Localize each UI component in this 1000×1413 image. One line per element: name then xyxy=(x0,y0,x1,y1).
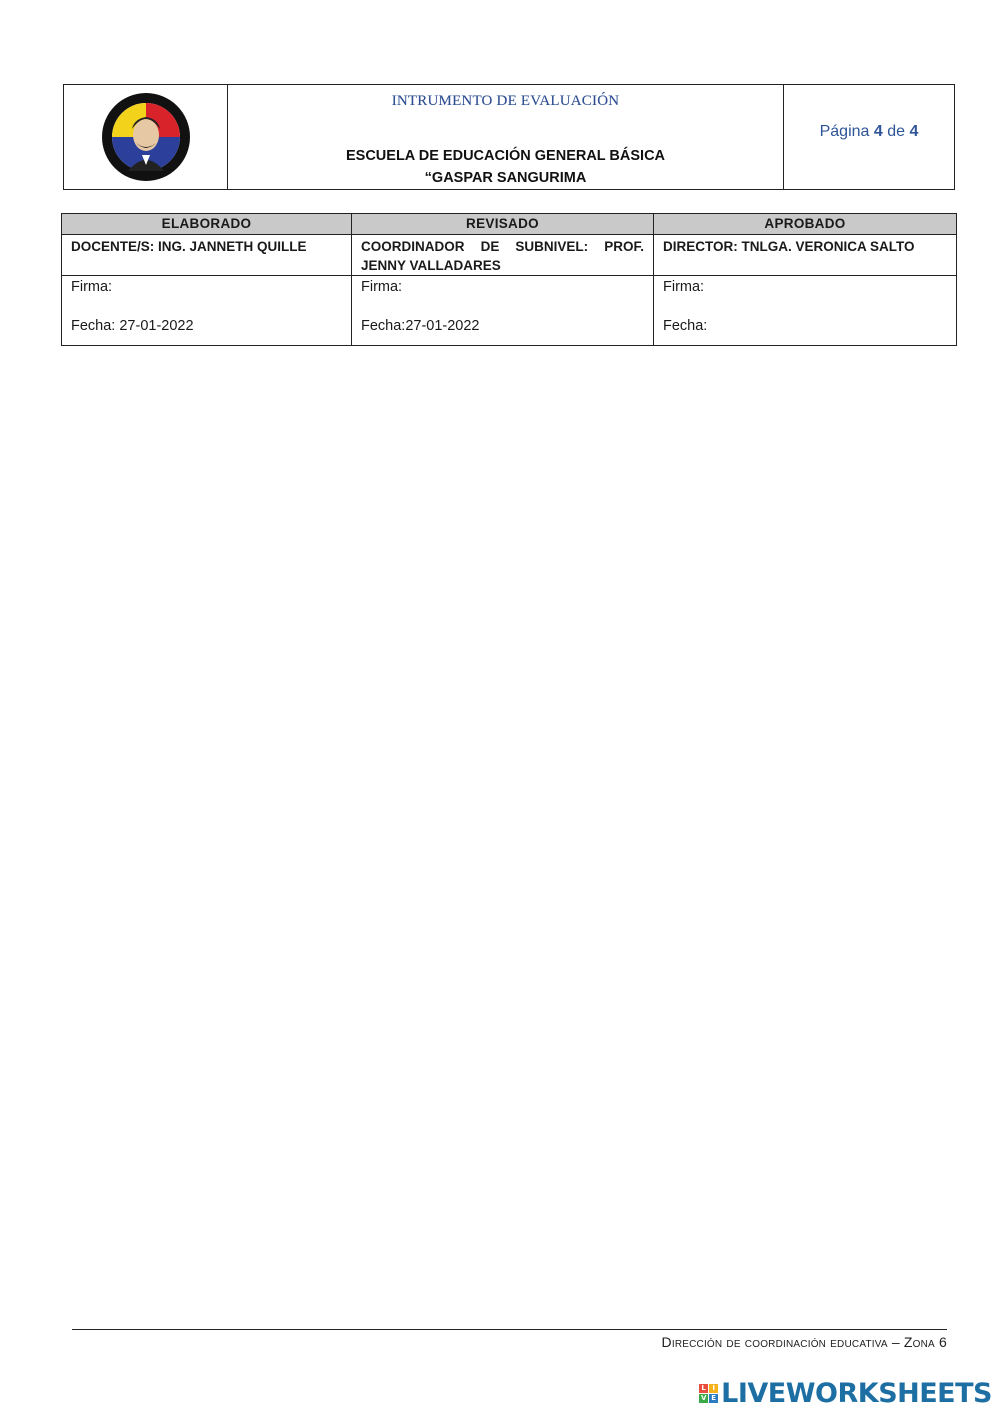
sign-cell-aprobado xyxy=(654,276,957,346)
logo-square: I xyxy=(709,1384,718,1393)
approval-sign-row xyxy=(62,276,957,346)
column-header-revisado: REVISADO xyxy=(352,214,654,235)
liveworksheets-wordmark: LIVEWORKSHEETS xyxy=(721,1378,992,1409)
column-header-elaborado: ELABORADO xyxy=(62,214,352,235)
logo-square: L xyxy=(699,1384,708,1393)
fecha-label: Fecha:27-01-2022 xyxy=(361,318,480,334)
column-header-aprobado: APROBADO xyxy=(654,214,957,235)
school-name xyxy=(228,145,783,189)
liveworksheets-logo-icon xyxy=(699,1384,718,1403)
page-of-label: de xyxy=(887,123,906,140)
approval-roles-row xyxy=(62,235,957,276)
fecha-label: Fecha: 27-01-2022 xyxy=(71,318,194,334)
logo-square: E xyxy=(709,1394,718,1403)
page-label: Página xyxy=(819,123,870,140)
document-title: INTRUMENTO DE EVALUACIÓN xyxy=(391,93,620,109)
school-logo-cell xyxy=(64,85,228,189)
logo-square: V xyxy=(700,1394,707,1402)
approval-table xyxy=(61,213,957,346)
sign-cell-elaborado xyxy=(62,276,352,346)
page-total: 4 xyxy=(909,123,919,140)
page-number-cell xyxy=(784,85,954,189)
school-name-line-2: “GASPAR SANGURIMA xyxy=(424,170,587,186)
role-docente: DOCENTE/S: ING. JANNETH QUILLE xyxy=(62,235,352,276)
fecha-label: Fecha: xyxy=(663,318,708,334)
page-current: 4 xyxy=(873,123,883,140)
firma-label: Firma: xyxy=(361,279,403,295)
sign-cell-revisado xyxy=(352,276,654,346)
role-coordinador: COORDINADOR DE SUBNIVEL: PROF. JENNY VALLADARES xyxy=(352,235,654,276)
document-header xyxy=(63,84,955,190)
approval-header-row xyxy=(62,214,957,235)
footer-divider xyxy=(72,1329,947,1330)
firma-label: Firma: xyxy=(663,279,705,295)
school-emblem-logo xyxy=(100,91,192,183)
firma-label: Firma: xyxy=(71,279,113,295)
header-title-cell xyxy=(228,85,784,189)
role-director: DIRECTOR: TNLGA. VERONICA SALTO xyxy=(654,235,957,276)
liveworksheets-brand[interactable] xyxy=(699,1378,992,1409)
footer-text: Dirección de coordinación educativa – Zona 6 xyxy=(661,1334,947,1350)
school-name-line-1: ESCUELA DE EDUCACIÓN GENERAL BÁSICA xyxy=(345,148,666,164)
